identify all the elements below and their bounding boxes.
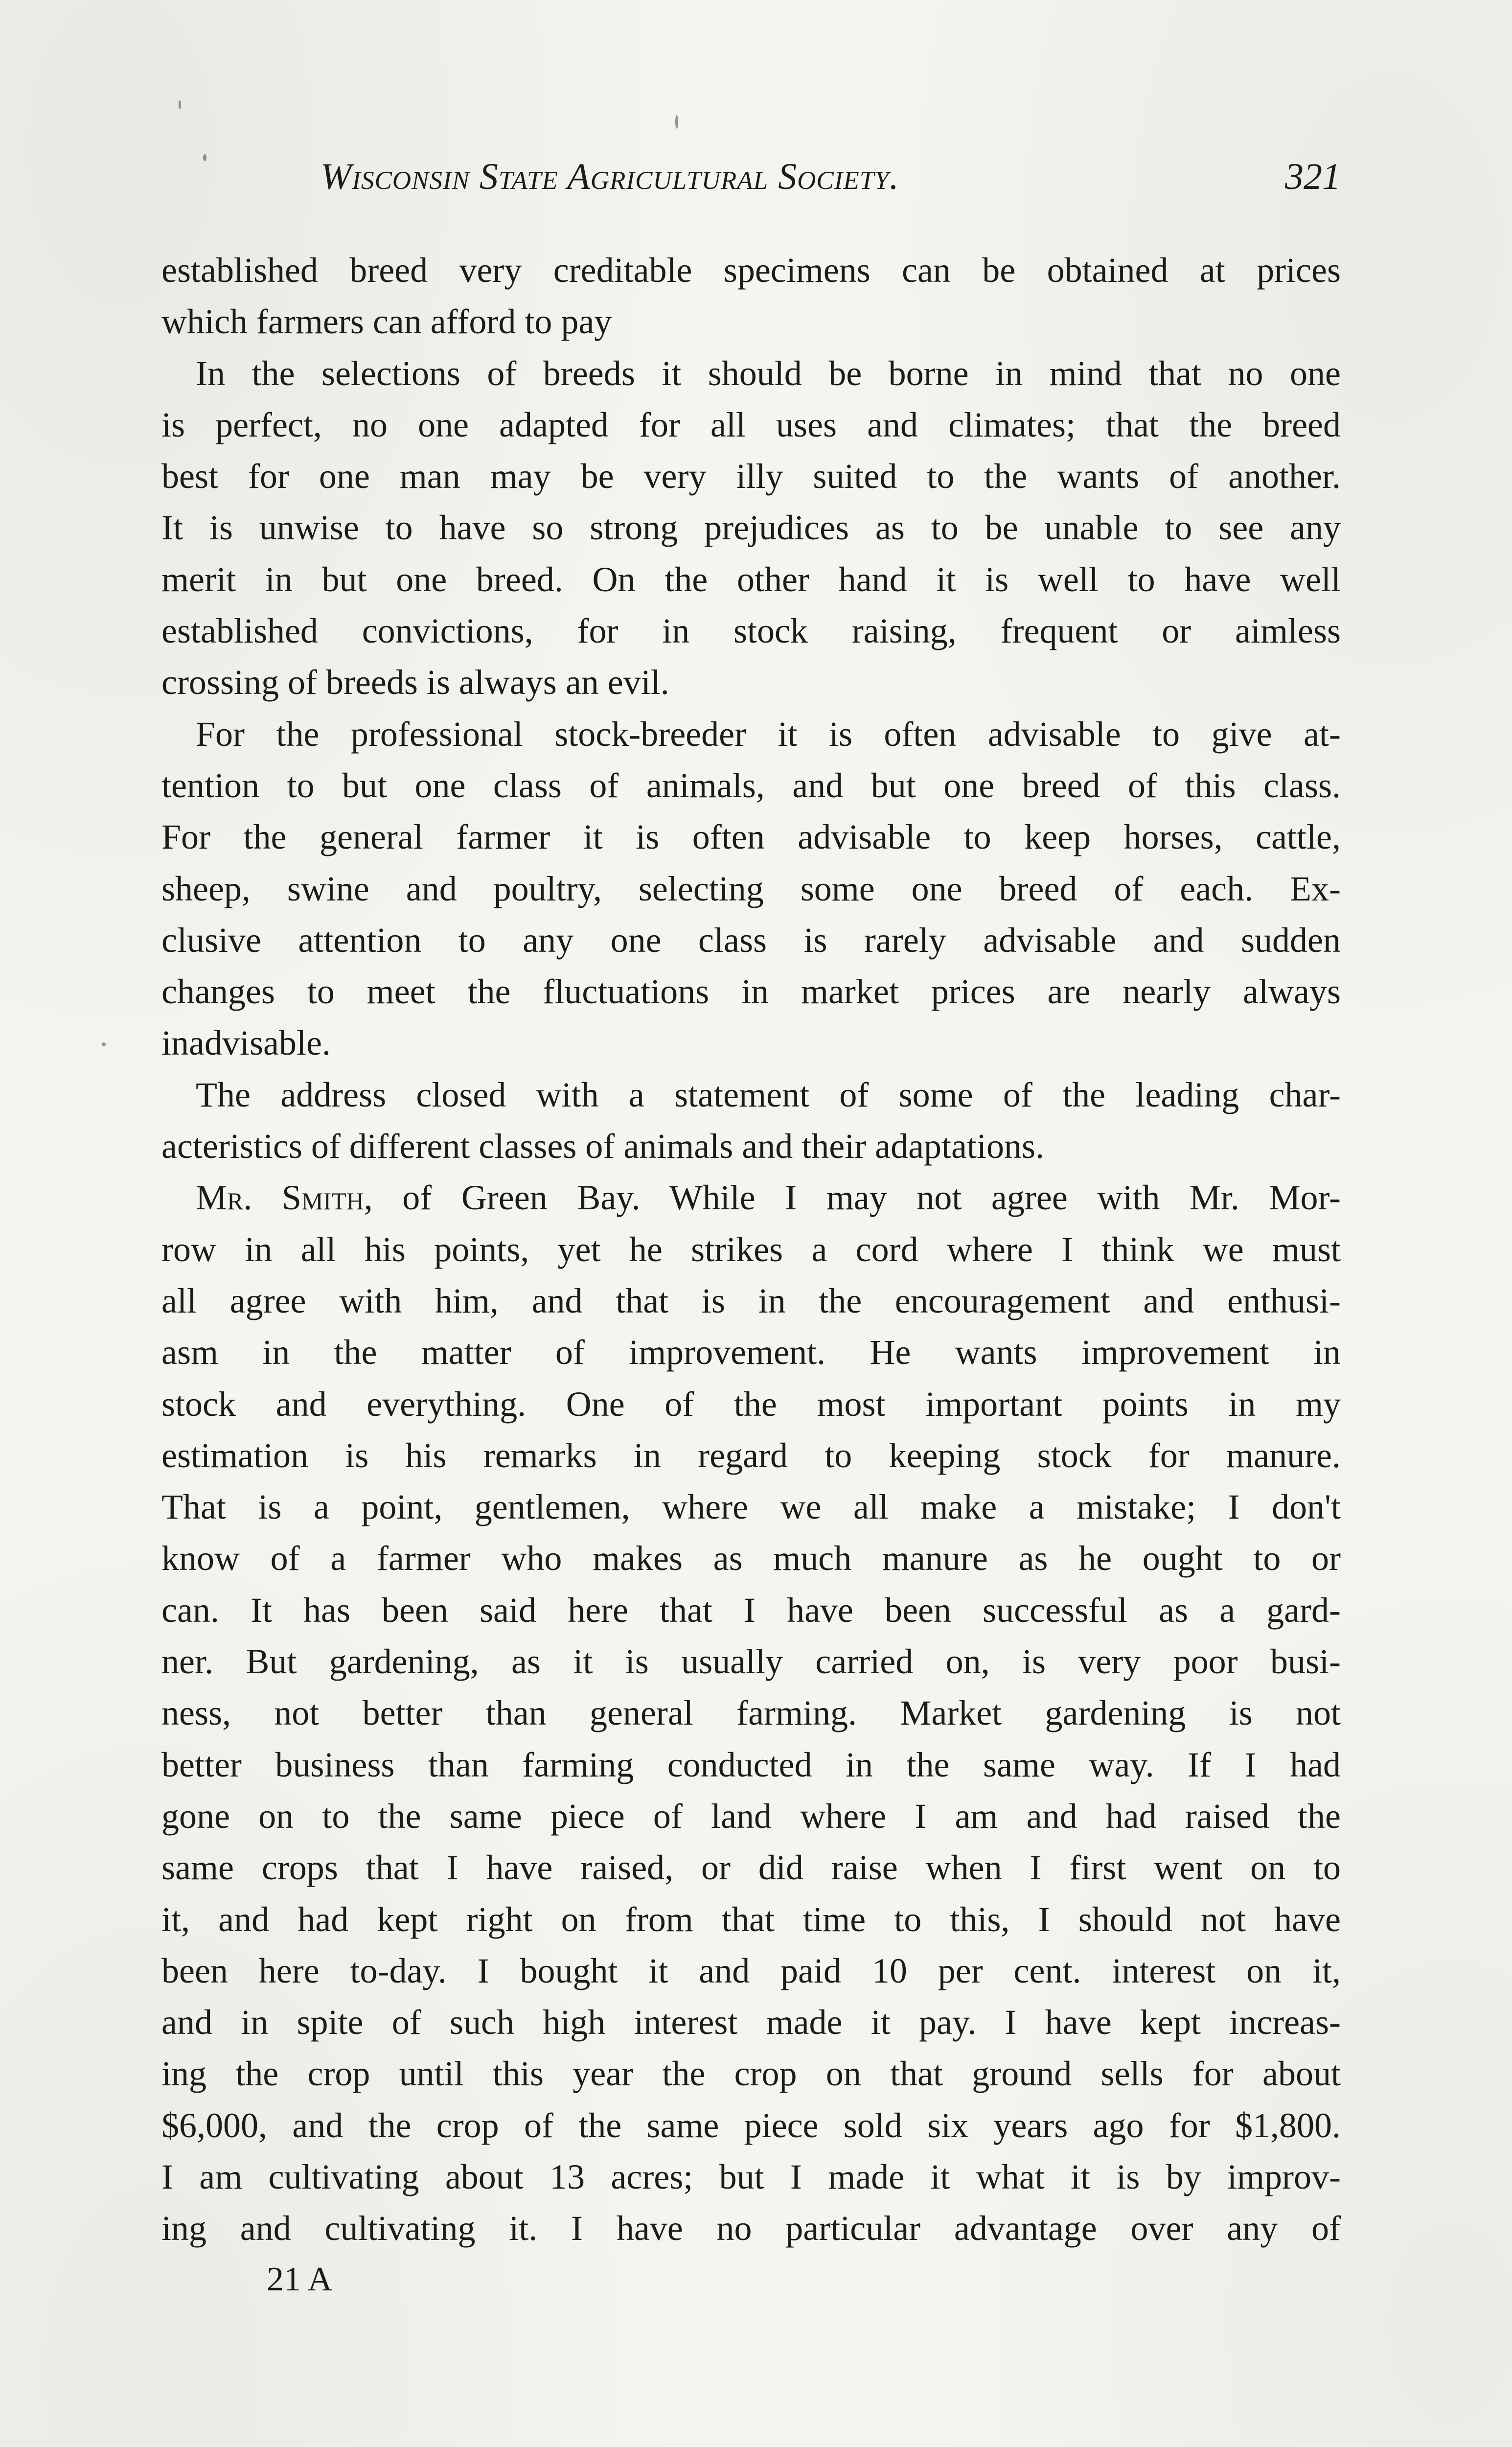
text-line [161,1172,1341,1224]
text-line: same crops that I have raised, or did raise when I first went on to [161,1848,1341,1888]
text-line: estimation is his remarks in regard to keeping stock for manure. [161,1435,1341,1475]
speaker-line-text: , of Green Bay. While I may not agree with Mr. Mor- [364,1178,1341,1218]
text-line: established convictions, for in stock raising, frequent or aimless [161,611,1341,651]
text-line: The address closed with a statement of some of the leading char- [196,1075,1341,1114]
text-line: changes to meet the fluctuations in market prices are nearly always [161,972,1341,1012]
text-line: best for one man may be very illy suited to the wants of another. [161,457,1341,496]
print-speck [102,1042,106,1046]
signature-mark: 21 A [267,2261,333,2298]
page-number: 321 [1285,156,1341,197]
text-line: It is unwise to have so strong prejudices as to be unable to see any [161,508,1341,548]
speaker-name: Mr. Smith [196,1178,364,1218]
text-line: ness, not better than general farming. Market gardening is not [161,1693,1341,1733]
text-line: established breed very creditable specimens can be obtained at prices [161,251,1341,290]
text-line: sheep, swine and poultry, selecting some one breed of each. Ex- [161,869,1341,908]
text-line: ing and cultivating it. I have no particular advantage over any of [161,2209,1341,2248]
text-line: which farmers can afford to pay [161,302,612,342]
text-line: That is a point, gentlemen, where we all make a mistake; I don't [161,1487,1341,1527]
text-line: ing the crop until this year the crop on that ground sells for about [161,2054,1341,2094]
text-line: asm in the matter of improvement. He wants improvement in [161,1333,1341,1372]
text-line: tention to but one class of animals, and but one breed of this class. [161,765,1341,805]
text-line: For the general farmer it is often advisable to keep horses, cattle, [161,817,1341,857]
text-line: it, and had kept right on from that time to this, I should not have [161,1899,1341,1939]
text-line: crossing of breeds is always an evil. [161,663,669,702]
print-speck [675,115,678,129]
text-line: clusive attention to any one class is rarely advisable and sudden [161,920,1341,960]
text-line: is perfect, no one adapted for all uses and climates; that the breed [161,405,1341,444]
body-text [161,245,1341,2255]
text-line: inadvisable. [161,1023,331,1063]
running-title: Wisconsin State Agricultural Society. [321,156,899,197]
text-line: know of a farmer who makes as much manure as he ought to or [161,1539,1341,1578]
text-line: row in all his points, yet he strikes a cord where I think we must [161,1229,1341,1269]
text-line: acteristics of different classes of animals and their adaptations. [161,1127,1045,1166]
print-speck [179,100,181,109]
text-line: better business than farming conducted in the same way. If I had [161,1745,1341,1784]
text-line: been here to-day. I bought it and paid 10 per cent. interest on it, [161,1951,1341,1990]
text-line: ner. But gardening, as it is usually carried on, is very poor busi- [161,1642,1341,1682]
text-line: I am cultivating about 13 acres; but I made it what it is by improv- [161,2157,1341,2196]
text-line: and in spite of such high interest made it pay. I have kept increas- [161,2003,1341,2042]
text-line: all agree with him, and that is in the encouragement and enthusi- [161,1281,1341,1320]
text-line: stock and everything. One of the most important points in my [161,1384,1341,1424]
text-line: gone on to the same piece of land where I am and had raised the [161,1796,1341,1836]
text-line: can. It has been said here that I have been successful as a gard- [161,1590,1341,1630]
text-line: merit in but one breed. On the other hand it is well to have well [161,559,1341,599]
text-line: In the selections of breeds it should be borne in mind that no one [196,353,1341,393]
page-header [161,156,1341,209]
text-line: $6,000, and the crop of the same piece sold six years ago for $1,800. [161,2105,1341,2145]
text-line: For the professional stock-breeder it is often advisable to give at- [196,714,1341,754]
